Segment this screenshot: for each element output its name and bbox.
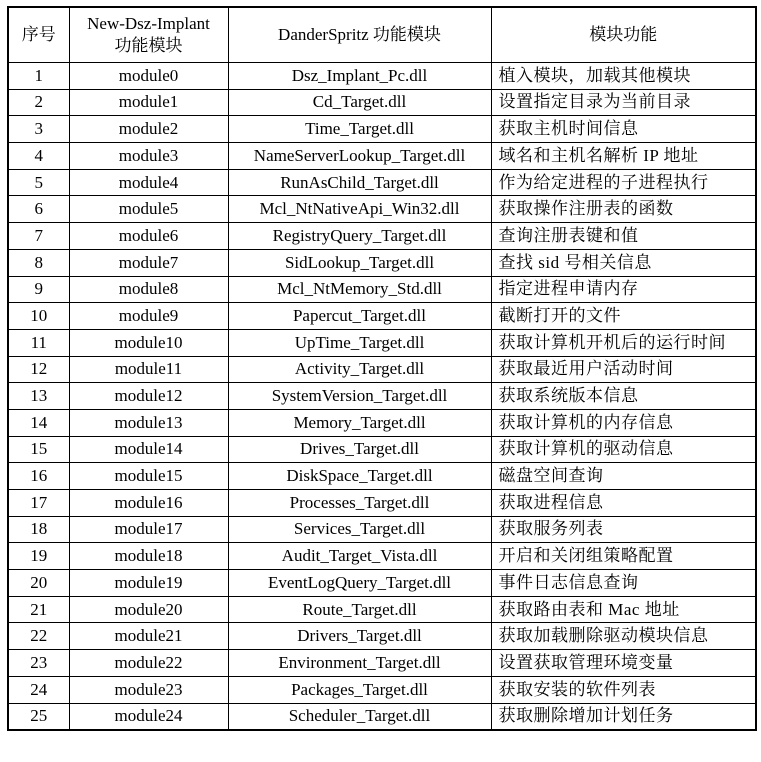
- danderspritz-module-cell: EventLogQuery_Target.dll: [228, 570, 491, 597]
- row-number-cell: 7: [8, 223, 69, 250]
- row-number-cell: 10: [8, 303, 69, 330]
- module-function-cell: 获取计算机的内存信息: [491, 409, 756, 436]
- row-number-cell: 11: [8, 329, 69, 356]
- danderspritz-module-cell: Papercut_Target.dll: [228, 303, 491, 330]
- module-function-cell: 开启和关闭组策略配置: [491, 543, 756, 570]
- new-dsz-module-cell: module7: [69, 249, 228, 276]
- danderspritz-module-cell: Audit_Target_Vista.dll: [228, 543, 491, 570]
- danderspritz-module-cell: RegistryQuery_Target.dll: [228, 223, 491, 250]
- new-dsz-module-cell: module24: [69, 703, 228, 730]
- row-number-cell: 17: [8, 490, 69, 517]
- table-row: [8, 356, 756, 383]
- new-dsz-module-cell: module18: [69, 543, 228, 570]
- table-row: [8, 596, 756, 623]
- table-row: [8, 650, 756, 677]
- table-row: [8, 463, 756, 490]
- danderspritz-module-cell: Drivers_Target.dll: [228, 623, 491, 650]
- module-function-cell: 设置指定目录为当前目录: [491, 89, 756, 116]
- row-number-cell: 15: [8, 436, 69, 463]
- row-number-cell: 21: [8, 596, 69, 623]
- new-dsz-module-cell: module0: [69, 63, 228, 90]
- danderspritz-module-cell: Services_Target.dll: [228, 516, 491, 543]
- module-function-cell: 获取系统版本信息: [491, 383, 756, 410]
- table-row: [8, 383, 756, 410]
- row-number-cell: 24: [8, 676, 69, 703]
- row-number-cell: 13: [8, 383, 69, 410]
- new-dsz-module-cell: module5: [69, 196, 228, 223]
- danderspritz-module-cell: DiskSpace_Target.dll: [228, 463, 491, 490]
- column-header-no: 序号: [8, 7, 69, 63]
- module-function-cell: 设置获取管理环境变量: [491, 650, 756, 677]
- new-dsz-module-cell: module15: [69, 463, 228, 490]
- column-header-module-function: 模块功能: [491, 7, 756, 63]
- row-number-cell: 2: [8, 89, 69, 116]
- new-dsz-module-cell: module9: [69, 303, 228, 330]
- column-header-danderspritz: DanderSpritz 功能模块: [228, 7, 491, 63]
- module-function-cell: 指定进程申请内存: [491, 276, 756, 303]
- row-number-cell: 5: [8, 169, 69, 196]
- module-function-cell: 域名和主机名解析 IP 地址: [491, 143, 756, 170]
- table-row: [8, 249, 756, 276]
- new-dsz-module-cell: module16: [69, 490, 228, 517]
- column-header-new-dsz-line2: 功能模块: [114, 36, 183, 55]
- module-function-cell: 获取服务列表: [491, 516, 756, 543]
- row-number-cell: 16: [8, 463, 69, 490]
- table-row: [8, 543, 756, 570]
- new-dsz-module-cell: module8: [69, 276, 228, 303]
- module-function-cell: 获取进程信息: [491, 490, 756, 517]
- table-row: [8, 570, 756, 597]
- module-function-cell: 获取主机时间信息: [491, 116, 756, 143]
- danderspritz-module-cell: Activity_Target.dll: [228, 356, 491, 383]
- module-function-cell: 作为给定进程的子进程执行: [491, 169, 756, 196]
- new-dsz-module-cell: module12: [69, 383, 228, 410]
- row-number-cell: 12: [8, 356, 69, 383]
- table-row: [8, 409, 756, 436]
- new-dsz-module-cell: module13: [69, 409, 228, 436]
- new-dsz-module-cell: module2: [69, 116, 228, 143]
- danderspritz-module-cell: Dsz_Implant_Pc.dll: [228, 63, 491, 90]
- new-dsz-module-cell: module14: [69, 436, 228, 463]
- danderspritz-module-cell: Route_Target.dll: [228, 596, 491, 623]
- row-number-cell: 19: [8, 543, 69, 570]
- module-function-cell: 获取路由表和 Mac 地址: [491, 596, 756, 623]
- module-function-cell: 获取安装的软件列表: [491, 676, 756, 703]
- new-dsz-module-cell: module1: [69, 89, 228, 116]
- table-row: [8, 516, 756, 543]
- danderspritz-module-cell: SystemVersion_Target.dll: [228, 383, 491, 410]
- row-number-cell: 6: [8, 196, 69, 223]
- module-function-cell: 获取操作注册表的函数: [491, 196, 756, 223]
- row-number-cell: 18: [8, 516, 69, 543]
- new-dsz-module-cell: module20: [69, 596, 228, 623]
- table-row: [8, 116, 756, 143]
- module-function-cell: 植入模块，加载其他模块: [491, 63, 756, 90]
- danderspritz-module-cell: Mcl_NtNativeApi_Win32.dll: [228, 196, 491, 223]
- column-header-new-dsz-line1: New-Dsz-Implant: [87, 13, 210, 33]
- new-dsz-module-cell: module22: [69, 650, 228, 677]
- row-number-cell: 3: [8, 116, 69, 143]
- table-row: [8, 303, 756, 330]
- table-row: [8, 329, 756, 356]
- new-dsz-module-cell: module21: [69, 623, 228, 650]
- new-dsz-module-cell: module11: [69, 356, 228, 383]
- danderspritz-module-cell: Processes_Target.dll: [228, 490, 491, 517]
- table-row: [8, 169, 756, 196]
- row-number-cell: 22: [8, 623, 69, 650]
- module-function-cell: 事件日志信息查询: [491, 570, 756, 597]
- column-header-new-dsz-implant: [69, 7, 228, 63]
- danderspritz-module-cell: Packages_Target.dll: [228, 676, 491, 703]
- table-row: [8, 703, 756, 730]
- module-function-cell: 查找 sid 号相关信息: [491, 249, 756, 276]
- danderspritz-module-cell: SidLookup_Target.dll: [228, 249, 491, 276]
- table-row: [8, 143, 756, 170]
- row-number-cell: 9: [8, 276, 69, 303]
- module-function-cell: 获取删除增加计划任务: [491, 703, 756, 730]
- table-row: [8, 223, 756, 250]
- new-dsz-module-cell: module23: [69, 676, 228, 703]
- row-number-cell: 14: [8, 409, 69, 436]
- danderspritz-module-cell: NameServerLookup_Target.dll: [228, 143, 491, 170]
- table-row: [8, 89, 756, 116]
- danderspritz-module-cell: Memory_Target.dll: [228, 409, 491, 436]
- table-row: [8, 276, 756, 303]
- module-function-cell: 获取计算机的驱动信息: [491, 436, 756, 463]
- new-dsz-module-cell: module17: [69, 516, 228, 543]
- danderspritz-module-cell: Scheduler_Target.dll: [228, 703, 491, 730]
- new-dsz-module-cell: module3: [69, 143, 228, 170]
- module-function-cell: 获取最近用户活动时间: [491, 356, 756, 383]
- module-function-cell: 获取加载删除驱动模块信息: [491, 623, 756, 650]
- row-number-cell: 20: [8, 570, 69, 597]
- new-dsz-module-cell: module4: [69, 169, 228, 196]
- danderspritz-module-cell: Drives_Target.dll: [228, 436, 491, 463]
- row-number-cell: 4: [8, 143, 69, 170]
- danderspritz-module-cell: UpTime_Target.dll: [228, 329, 491, 356]
- header-row: [8, 7, 756, 63]
- table-header: [8, 7, 756, 63]
- table-body: [8, 63, 756, 731]
- row-number-cell: 8: [8, 249, 69, 276]
- table-row: [8, 436, 756, 463]
- module-function-cell: 截断打开的文件: [491, 303, 756, 330]
- module-function-cell: 磁盘空间查询: [491, 463, 756, 490]
- table-row: [8, 623, 756, 650]
- danderspritz-module-cell: RunAsChild_Target.dll: [228, 169, 491, 196]
- danderspritz-module-cell: Time_Target.dll: [228, 116, 491, 143]
- table-row: [8, 490, 756, 517]
- new-dsz-module-cell: module19: [69, 570, 228, 597]
- row-number-cell: 1: [8, 63, 69, 90]
- danderspritz-module-cell: Mcl_NtMemory_Std.dll: [228, 276, 491, 303]
- table-row: [8, 676, 756, 703]
- row-number-cell: 25: [8, 703, 69, 730]
- table-row: [8, 63, 756, 90]
- new-dsz-module-cell: module10: [69, 329, 228, 356]
- new-dsz-module-cell: module6: [69, 223, 228, 250]
- module-function-cell: 查询注册表键和值: [491, 223, 756, 250]
- danderspritz-module-cell: Cd_Target.dll: [228, 89, 491, 116]
- module-mapping-table: [7, 6, 757, 731]
- danderspritz-module-cell: Environment_Target.dll: [228, 650, 491, 677]
- row-number-cell: 23: [8, 650, 69, 677]
- table-row: [8, 196, 756, 223]
- module-function-cell: 获取计算机开机后的运行时间: [491, 329, 756, 356]
